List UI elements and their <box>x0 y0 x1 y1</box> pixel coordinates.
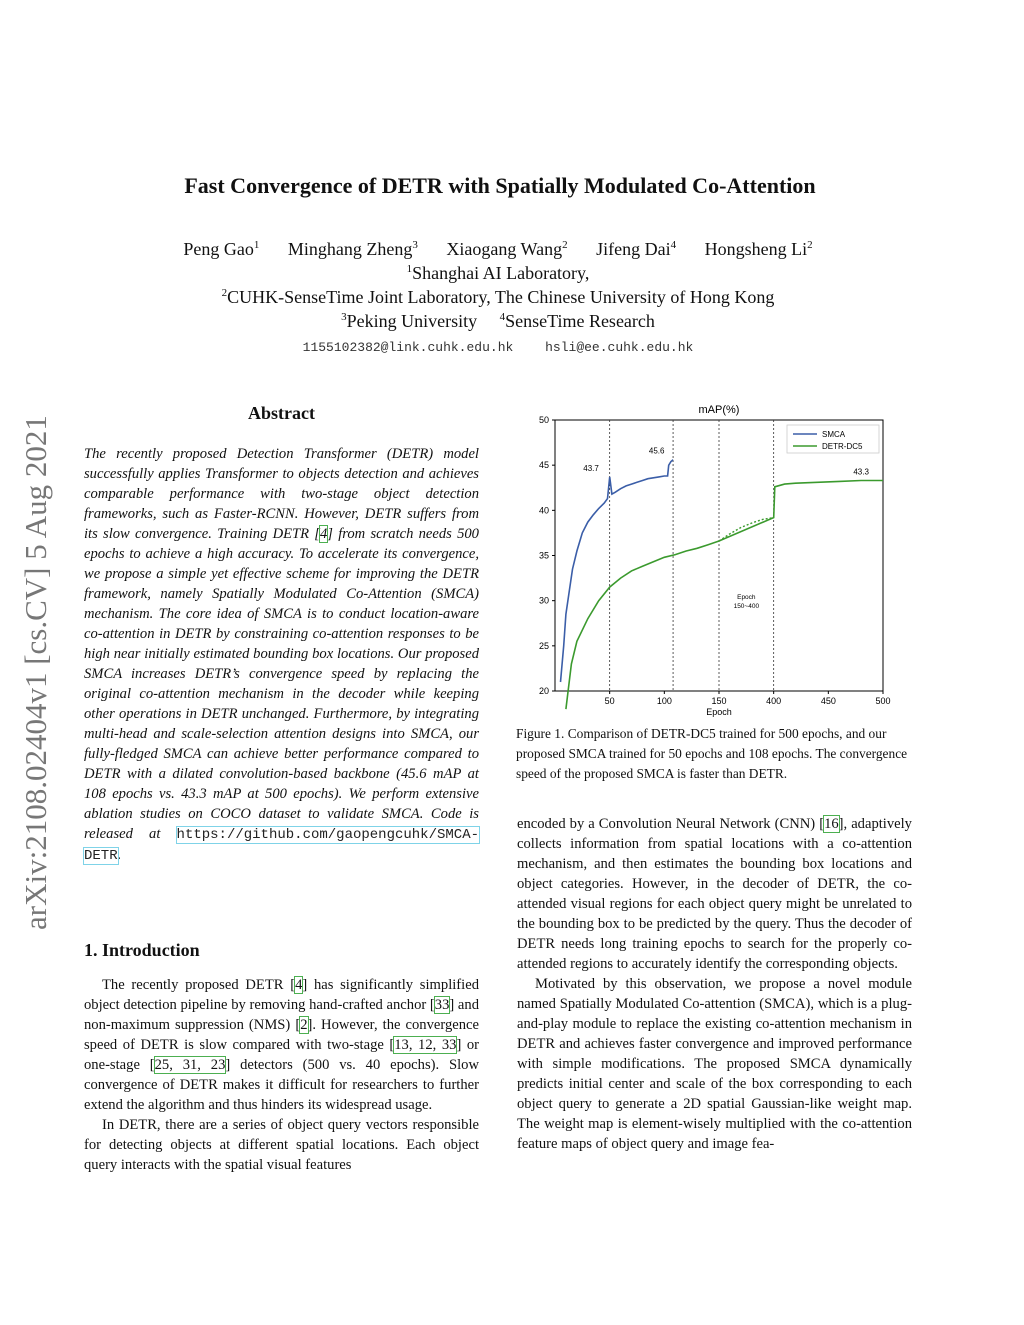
paragraph: The recently proposed DETR [4] has significantly simplified object detection pipeline by removing hand-crafted anchor [33] and non-maximum suppression (NMS) [2]. However, the convergence speed of DETR is slow compared with two-stage [13, 12, 33] or one-stage [25, 31, 23] detectors (500 vs. 40 epochs). Slow convergence of DETR makes it difficult for researchers to further extend the algorithm and thus hinders its widespread usage. <box>84 977 480 1113</box>
abstract-heading: Abstract <box>248 403 315 423</box>
author: Xiaogang Wang$^2$ <box>446 239 568 259</box>
author: Peng Gao$^1$ <box>183 239 260 259</box>
paragraph: In DETR, there are a series of object query vectors responsible for detecting objects at different spatial locations. Each object query interacts with the spatial visual features <box>84 1117 479 1173</box>
annotation-text: Epoch <box>737 593 756 601</box>
x-axis-label: Epoch <box>706 707 732 717</box>
y-tick-label: 20 <box>538 686 549 696</box>
x-tick-label: 100 <box>656 696 672 706</box>
x-tick-label: 400 <box>766 696 782 706</box>
legend-label: DETR-DC5 <box>822 442 863 451</box>
section-heading: 1. Introduction <box>84 940 200 960</box>
intro-left-column <box>84 975 479 1175</box>
x-tick-label: 150 <box>711 696 727 706</box>
series-line-detr-dc5 <box>566 481 883 710</box>
affiliation-3-4: $^3$Peking University $^4$SenseTime Research <box>341 311 655 331</box>
paragraph: encoded by a Convolution Neural Network (CNN) [16], adaptively collects information from spatial locations with a co-attention mechanism, and then estimates the bounding box locations and object categories. However, in the decoder of DETR, the co-attended visual regions for each object query might be unrelated to the bounding box to be predicted by the query. Thus the decoder of DETR needs long training epochs to search for the properly co-attended regions to accurately identify the corresponding objects. <box>517 816 912 972</box>
arxiv-stamp <box>8 360 58 930</box>
arxiv-id: arXiv:2108.02404v1 [cs.CV] 5 Aug 2021 <box>18 415 53 930</box>
figure-1-chart <box>515 398 915 723</box>
y-tick-label: 35 <box>538 550 549 561</box>
author-list <box>0 239 996 260</box>
x-tick-label: 450 <box>820 696 836 706</box>
paragraph: Motivated by this observation, we propose a novel module named Spatially Modulated Co-attention (SMCA), which is a plug-and-play module to replace the existing co-attention mechanism in DETR and achieves faster convergence and improved performance with simple modifications. The proposed SMCA dynamically predicts initial center and scale of the box corresponding to each object query to generate a 2D spatial Gaussian-like weight map. The weight map is element-wisely multiplied with the co-attention feature maps of object query and image fea- <box>517 976 912 1152</box>
chart-title: mAP(%) <box>698 404 740 416</box>
citation-link[interactable]: 13, 12, 33 <box>394 1037 457 1053</box>
citation-link[interactable]: 4 <box>295 977 303 993</box>
email: 1155102382@link.cuhk.edu.hk <box>302 340 514 355</box>
legend-label: SMCA <box>822 430 846 439</box>
figure-caption: Figure 1. Comparison of DETR-DC5 trained for 500 epochs, and our proposed SMCA trained for 50 epochs and 108 epochs. The convergence speed of the proposed SMCA is faster than DETR. <box>516 726 908 781</box>
data-label: 43.7 <box>583 463 599 473</box>
code-url-link[interactable]: https://github.com/gaopengcuhk/SMCA-DETR <box>84 827 479 864</box>
intro-right-column <box>517 814 912 1154</box>
author-emails <box>0 340 996 355</box>
citation-link[interactable]: 16 <box>824 816 839 832</box>
x-tick-label: 50 <box>604 696 615 706</box>
affiliation-1: $^1$Shanghai AI Laboratory, <box>406 263 590 283</box>
series-line-smca <box>561 460 674 682</box>
author: Jifeng Dai$^4$ <box>596 239 677 259</box>
citation-link[interactable]: 25, 31, 23 <box>154 1057 226 1073</box>
citation-link[interactable]: 2 <box>300 1017 308 1033</box>
abstract-body: The recently proposed Detection Transformer (DETR) model successfully applies Transformer to objects detection and achieves comparable performance with two-stage object detection frameworks, such as Faster-RCNN. However, DETR suffers from its slow convergence. Training DETR [4] from scratch needs 500 epochs to achieve a high accuracy. To accelerate its convergence, we propose a simple yet effective scheme for improving the DETR framework, namely Spatially Modulated Co-Attention (SMCA) mechanism. The core idea of SMCA is to conduct location-aware co-attention in DETR by constraining co-attention responses to be high near initially estimated bounding box locations. Our proposed SMCA increases DETR’s convergence speed by replacing the original co-attention mechanism in the decoder while keeping other operations in DETR unchanged. Furthermore, by integrating multi-head and scale-selection attention designs into SMCA, our fully-fledged SMCA can achieve better performance compared to DETR with a dilated convolution-based backbone (45.6 mAP at 108 epochs vs. 43.3 mAP at 500 epochs). We perform extensive ablation studies on COCO dataset to validate SMCA. Code is released at https://github.com/gaopengcuhk/SMCA-DETR. <box>84 446 479 864</box>
y-tick-label: 30 <box>538 595 549 606</box>
data-label: 43.3 <box>853 467 869 477</box>
author: Minghang Zheng$^3$ <box>287 239 418 259</box>
citation-link[interactable]: 4 <box>319 526 328 542</box>
author: Hongsheng Li$^2$ <box>704 239 813 259</box>
citation-link[interactable]: 33 <box>434 997 450 1013</box>
data-label: 45.6 <box>648 446 665 456</box>
annotation-text: 150~400 <box>733 602 760 610</box>
y-tick-label: 45 <box>538 460 549 471</box>
y-tick-label: 25 <box>538 640 549 651</box>
x-tick-label: 500 <box>875 696 891 706</box>
chart-svg <box>515 398 915 723</box>
y-tick-label: 40 <box>538 505 549 516</box>
paper-title: Fast Convergence of DETR with Spatially Modulated Co-Attention <box>184 173 816 198</box>
affiliation-2: $^2$CUHK-SenseTime Joint Laboratory, The Chinese University of Hong Kong <box>221 287 775 307</box>
email: hsli@ee.cuhk.edu.hk <box>545 340 694 355</box>
y-tick-label: 50 <box>538 415 549 425</box>
